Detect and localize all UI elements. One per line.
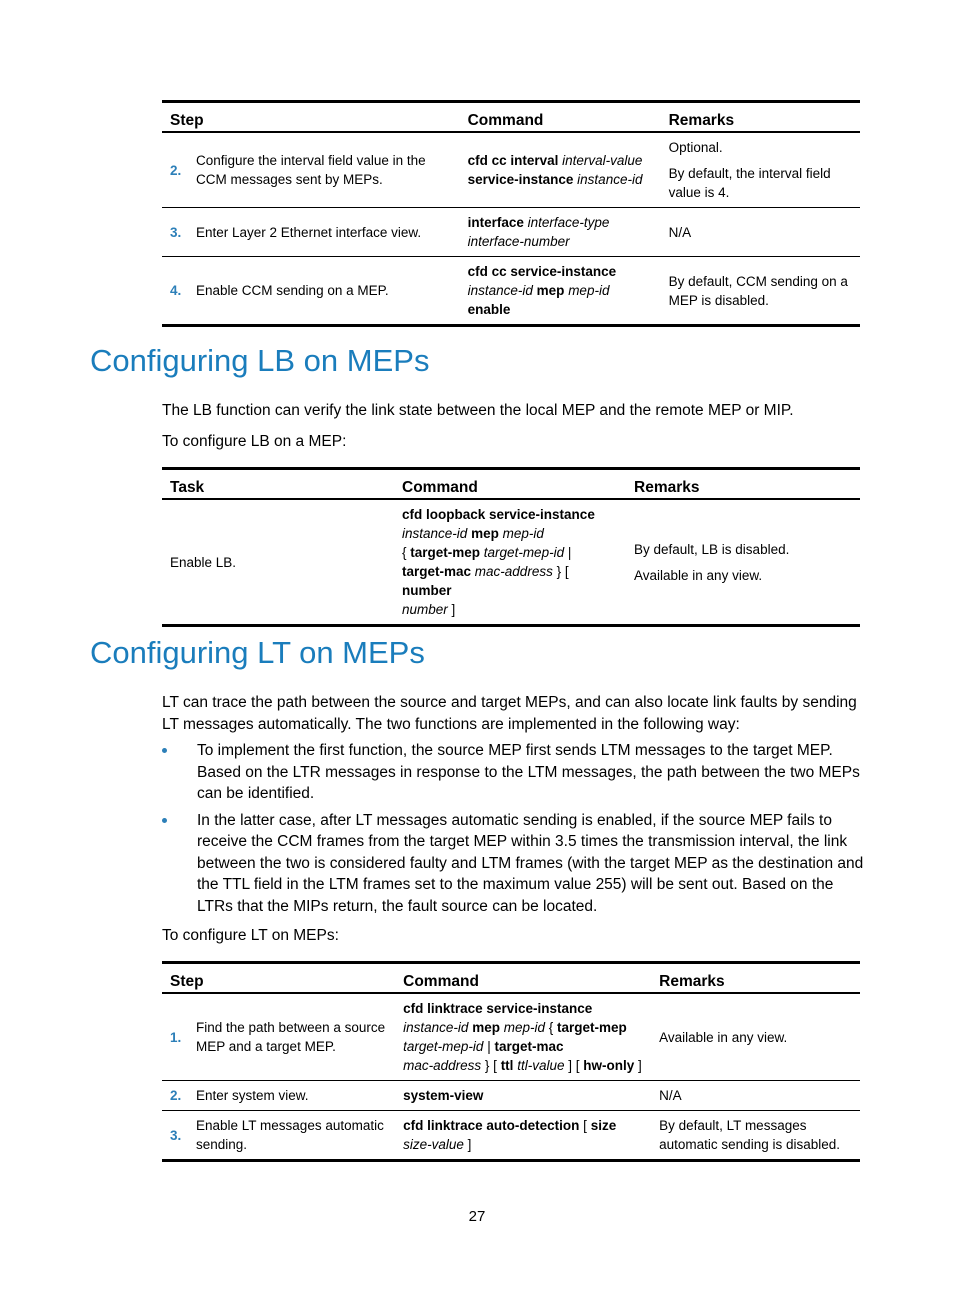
command-keyword: hw-only <box>583 1058 635 1073</box>
command-argument: mep-id <box>568 283 610 298</box>
table-row <box>162 257 860 326</box>
command-keyword: target-mac <box>402 564 472 579</box>
command-keyword: cfd cc interval <box>467 153 559 168</box>
bullet-text: To implement the first function, the source MEP first sends LTM messages to the target MEP. Based on the LTR messages in response to the LTM messages, the path between the two MEPs can be identified. <box>197 742 860 802</box>
step-number: 4. <box>162 257 188 326</box>
remark-text: N/A <box>668 224 692 240</box>
command-cell <box>395 1081 651 1111</box>
command-keyword: cfd loopback service-instance <box>402 507 595 522</box>
lt-intro: LT can trace the path between the source and target MEPs, and can also locate link faults by sending LT messages automatically. The two functions are implemented in the following way: <box>162 694 857 733</box>
col-header-command: Command <box>460 102 661 133</box>
lt-steps-table <box>162 961 860 1162</box>
command-keyword: mep <box>471 526 499 541</box>
col-header-remarks: Remarks <box>661 102 860 133</box>
step-description: Configure the interval field value in the CCM messages sent by MEPs. <box>196 153 426 187</box>
command-cell <box>395 1111 651 1161</box>
col-header-command: Command <box>394 469 626 500</box>
remark-text: By default, LB is disabled. <box>634 541 790 557</box>
command-argument: mep-id <box>502 526 544 541</box>
command-keyword: mep <box>536 283 565 298</box>
step-number: 3. <box>162 1111 188 1161</box>
remark-text: N/A <box>659 1088 682 1103</box>
step-description: Enable LT messages automatic sending. <box>188 1111 395 1161</box>
col-header-remarks: Remarks <box>626 469 860 500</box>
remarks-cell <box>661 132 860 208</box>
command-keyword: service-instance <box>467 172 574 187</box>
lb-task-table <box>162 467 860 627</box>
command-cell <box>394 499 626 626</box>
command-text: | <box>483 1039 495 1054</box>
lb-intro: The LB function can verify the link state between the local MEP and the remote MEP or MIP. <box>162 402 794 419</box>
col-header-step: Step <box>162 102 460 133</box>
bullet-dot-icon <box>162 818 167 823</box>
command-text: } [ <box>552 564 569 579</box>
lt-lead: To configure LT on MEPs: <box>162 927 339 944</box>
remarks-cell <box>651 1081 860 1111</box>
remarks-cell <box>661 208 860 257</box>
step-description: Enter system view. <box>188 1081 395 1111</box>
command-argument: interface-number <box>467 234 570 249</box>
command-argument: target-mep-id <box>483 545 565 560</box>
command-cell <box>460 257 661 326</box>
command-argument: mep-id <box>503 1020 545 1035</box>
table-row <box>162 132 860 208</box>
step-number: 2. <box>170 162 182 178</box>
command-argument: instance-id <box>403 1020 469 1035</box>
ccm-steps-table <box>162 100 860 327</box>
remarks-cell <box>651 1111 860 1161</box>
section-heading-lt: Configuring LT on MEPs <box>90 635 425 670</box>
col-header-step: Step <box>162 963 395 994</box>
lt-bullet-list <box>162 740 870 922</box>
command-keyword: ttl <box>500 1058 514 1073</box>
list-item <box>162 810 870 918</box>
remarks-cell <box>626 499 860 626</box>
command-argument: interval-value <box>562 153 643 168</box>
command-keyword: size <box>590 1118 617 1133</box>
list-item <box>162 740 870 805</box>
command-keyword: mep <box>472 1020 500 1035</box>
command-keyword: cfd linktrace auto-detection <box>403 1118 580 1133</box>
command-argument: size-value <box>403 1137 464 1152</box>
table-row <box>162 993 860 1081</box>
command-text: ] [ <box>564 1058 584 1073</box>
remark-text: By default, LT messages automatic sending is disabled. <box>659 1118 840 1152</box>
command-text: } [ <box>481 1058 501 1073</box>
command-cell <box>460 208 661 257</box>
command-argument: mac-address <box>474 564 553 579</box>
command-cell <box>395 993 651 1081</box>
command-argument: ttl-value <box>517 1058 565 1073</box>
command-text: { <box>402 545 411 560</box>
command-argument: instance-id <box>402 526 468 541</box>
command-argument: number <box>402 602 448 617</box>
bullet-text: In the latter case, after LT messages automatic sending is enabled, if the source MEP fails to receive the CCM frames from the target MEP within 3.5 times the transmission interval, the link between the two is considered faulty and LTM frames (with the target MEP as the destination and the TTL field in the LTM frames set to the maximum value 255) will be sent out. Based on the LTRs that the MIPs return, the fault source can be located. <box>197 811 864 915</box>
command-keyword: system-view <box>403 1088 484 1103</box>
command-keyword: cfd linktrace service-instance <box>403 1001 593 1016</box>
command-text: | <box>564 545 572 560</box>
table-row <box>162 499 860 626</box>
command-text: [ <box>579 1118 591 1133</box>
remark-text: Available in any view. <box>634 567 763 583</box>
command-keyword: target-mac <box>494 1039 564 1054</box>
command-argument: instance-id <box>577 172 643 187</box>
table-row <box>162 1081 860 1111</box>
remarks-cell <box>651 993 860 1081</box>
command-text: ] <box>463 1137 472 1152</box>
command-argument: target-mep-id <box>403 1039 484 1054</box>
col-header-remarks: Remarks <box>651 963 860 994</box>
remark-text: By default, the interval field value is 4. <box>668 166 831 200</box>
command-cell <box>460 132 661 208</box>
col-header-task: Task <box>162 469 394 500</box>
command-text: ] <box>634 1058 642 1073</box>
command-keyword: interface <box>467 215 524 230</box>
command-text: ] <box>447 602 456 617</box>
lb-lead: To configure LB on a MEP: <box>162 433 347 450</box>
table-row <box>162 208 860 257</box>
section-heading-lb: Configuring LB on MEPs <box>90 343 430 378</box>
table-row <box>162 1111 860 1161</box>
remark-text: Available in any view. <box>659 1029 788 1045</box>
step-number: 3. <box>162 208 188 257</box>
command-argument: instance-id <box>467 283 533 298</box>
command-text: { <box>545 1020 558 1035</box>
bullet-dot-icon <box>162 748 167 753</box>
command-keyword: cfd cc service-instance <box>467 264 617 279</box>
step-number: 1. <box>170 1029 182 1045</box>
command-argument: mac-address <box>403 1058 482 1073</box>
remark-text: By default, CCM sending on a MEP is disabled. <box>668 273 848 308</box>
remarks-cell <box>661 257 860 326</box>
command-keyword: target-mep <box>410 545 481 560</box>
task-description: Enable LB. <box>170 554 237 570</box>
remark-text: Optional. <box>668 140 723 155</box>
step-description: Enter Layer 2 Ethernet interface view. <box>188 208 460 257</box>
page-number: 27 <box>468 1208 486 1225</box>
step-number: 2. <box>162 1081 188 1111</box>
command-keyword: number <box>402 583 452 598</box>
command-argument: interface-type <box>527 215 610 230</box>
col-header-command: Command <box>395 963 651 994</box>
step-description: Enable CCM sending on a MEP. <box>188 257 460 326</box>
step-description: Find the path between a source MEP and a target MEP. <box>196 1020 386 1054</box>
command-keyword: enable <box>467 302 511 317</box>
command-keyword: target-mep <box>557 1020 627 1035</box>
